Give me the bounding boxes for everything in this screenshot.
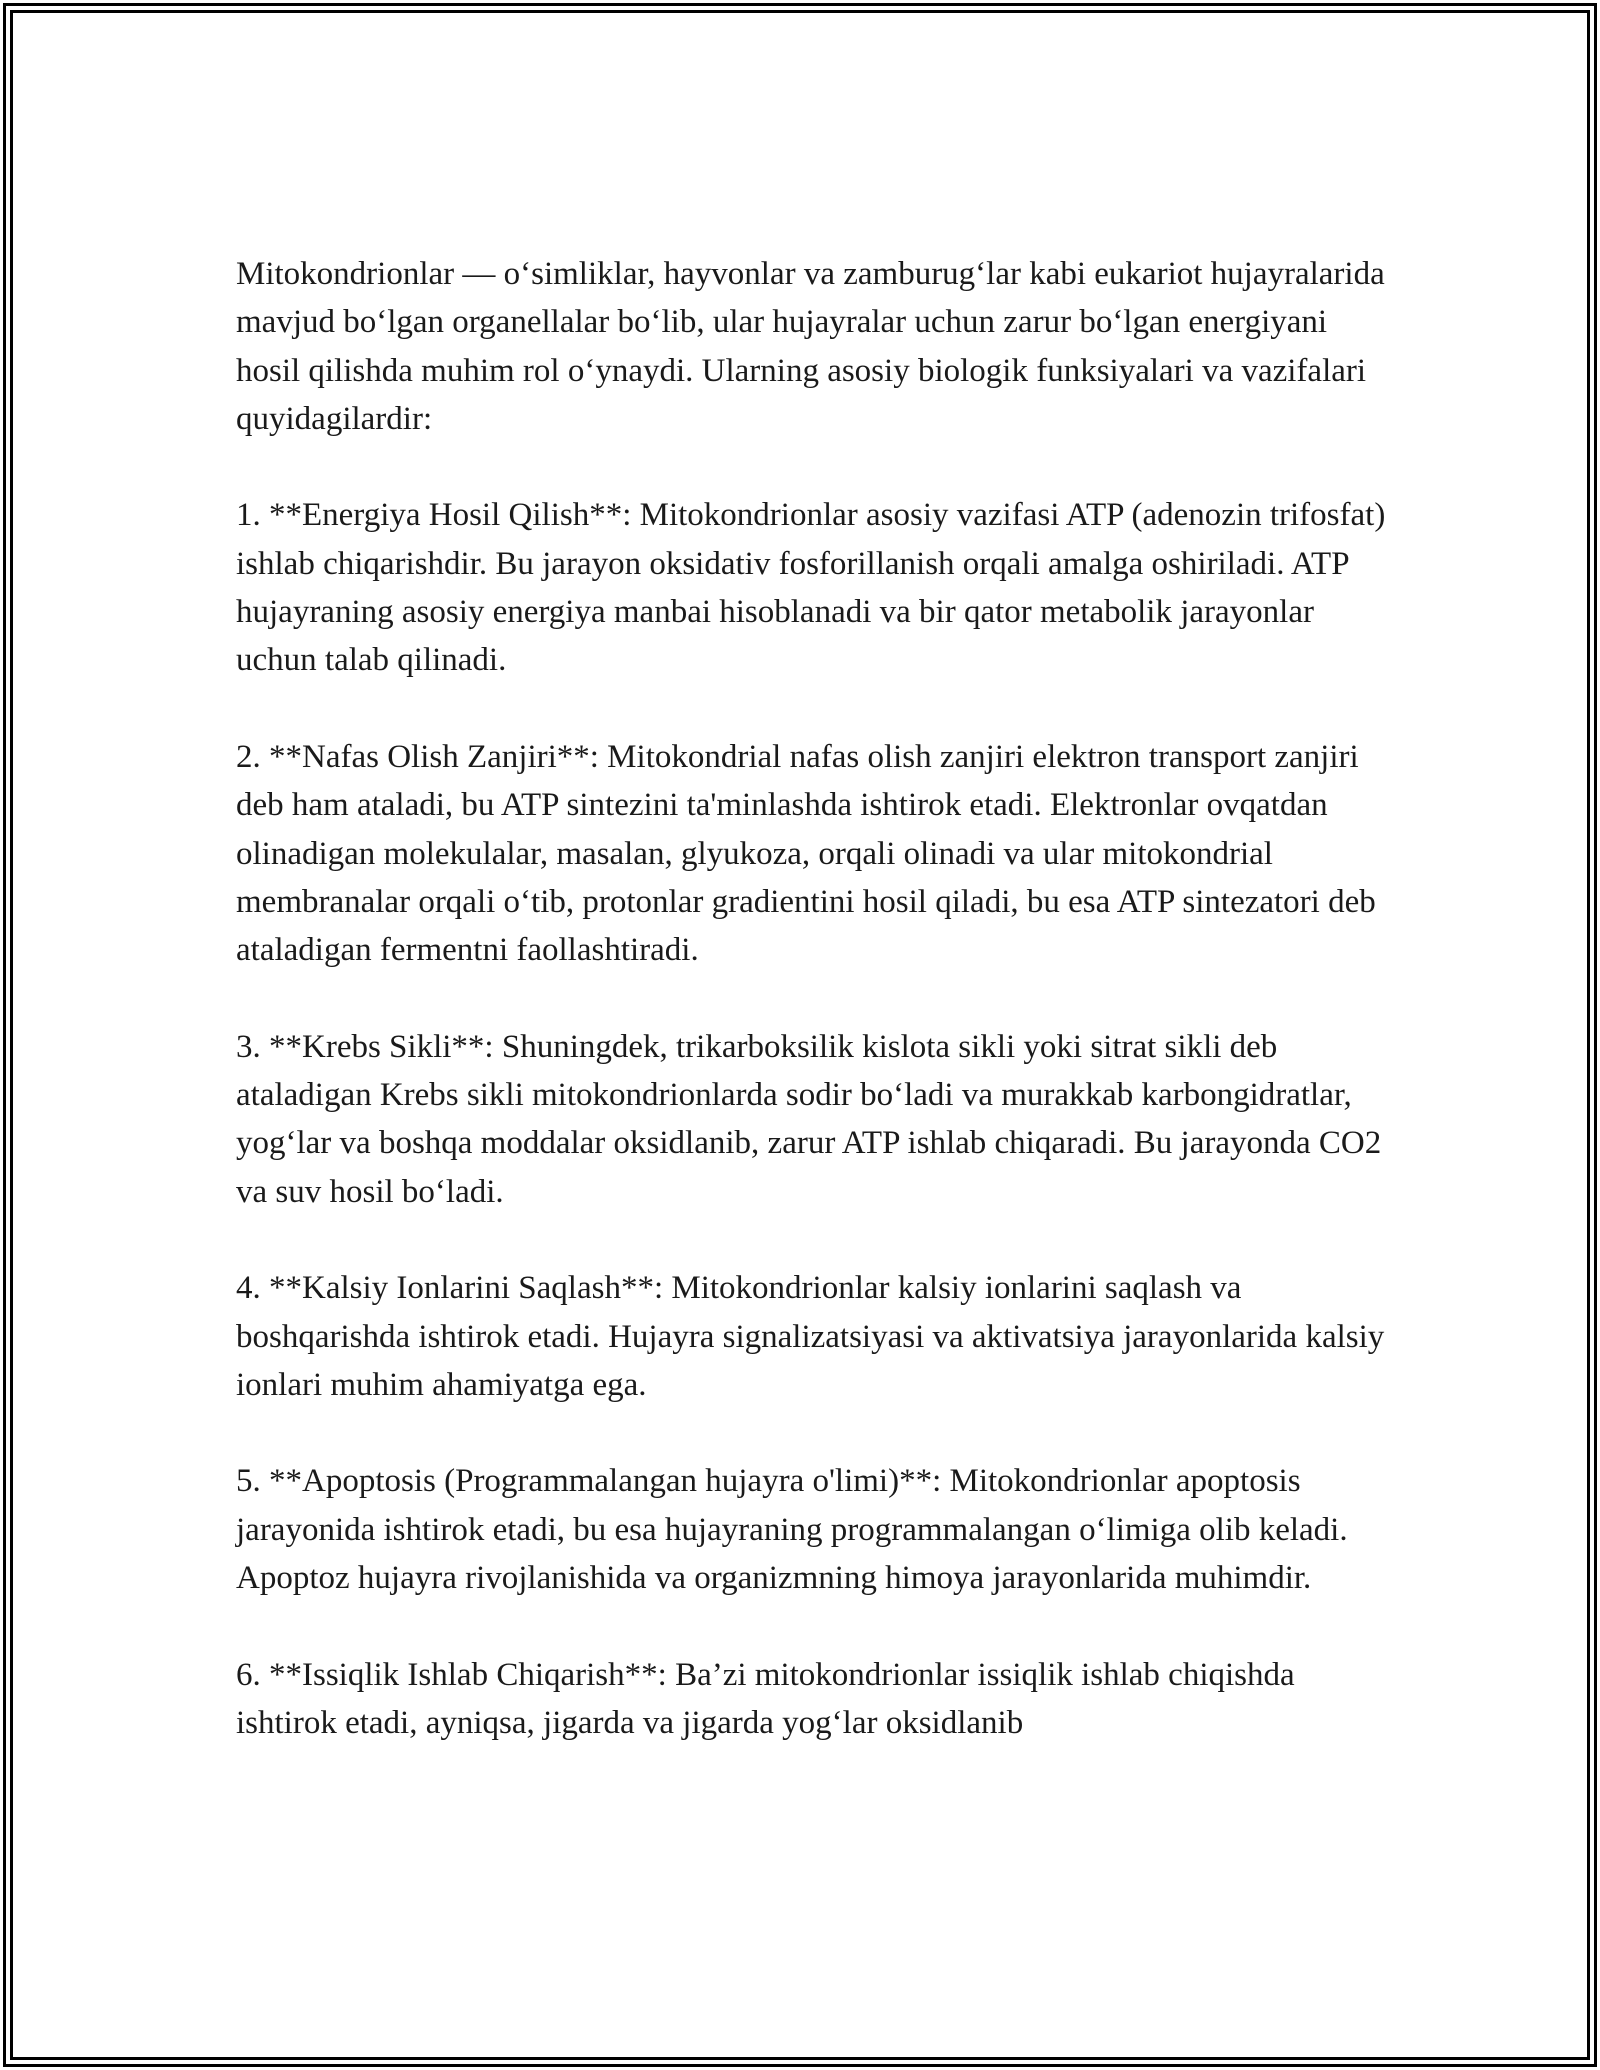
list-item-heat-production: 6. **Issiqlik Ishlab Chiqarish**: Ba’zi mitokondrionlar issiqlik ishlab chiqishda ishtirok etadi, ayniqsa, jigarda va jigarda yog‘lar oksidlanib — [236, 1656, 1295, 1741]
list-item-energy: 1. **Energiya Hosil Qilish**: Mitokondrionlar asosiy vazifasi ATP (adenozin trifosfat) ishlab chiqarishdir. Bu jarayon oksidativ fosforillanish orqali amalga oshiriladi. ATP hujayraning asosiy energiya manbai hisoblanadi va bir qator metabolik jarayonlar uchun talab qilinadi. — [236, 497, 1386, 679]
list-item-krebs-cycle: 3. **Krebs Sikli**: Shuningdek, trikarboksilik kislota sikli yoki sitrat sikli deb ataladigan Krebs sikli mitokondrionlarda sodir bo‘ladi va murakkab karbongidratlar, yog‘lar va boshqa moddalar oksidlanib, zarur ATP ishlab chiqaradi. Bu jarayonda CO2 va suv hosil bo‘ladi. — [236, 1028, 1382, 1210]
list-item-apoptosis: 5. **Apoptosis (Programmalangan hujayra o'limi)**: Mitokondrionlar apoptosis jarayonida ishtirok etadi, bu esa hujayraning programmalangan o‘limiga olib keladi. Apoptoz hujayra rivojlanishida va organizmning himoya jarayonlarida muhimdir. — [236, 1463, 1348, 1597]
document-body — [236, 250, 1386, 1747]
intro-paragraph: Mitokondrionlar — o‘simliklar, hayvonlar va zamburug‘lar kabi eukariot hujayralarida mavjud bo‘lgan organellalar bo‘lib, ular hujayralar uchun zarur bo‘lgan energiyani hosil qilishda muhim rol o‘ynaydi. Ularning asosiy biologik funksiyalari va vazifalari quyidagilardir: — [236, 256, 1385, 437]
list-item-respiratory-chain: 2. **Nafas Olish Zanjiri**: Mitokondrial nafas olish zanjiri elektron transport zanjiri deb ham ataladi, bu ATP sintezini ta'minlashda ishtirok etadi. Elektronlar ovqatdan olinadigan molekulalar, masalan, glyukoza, orqali olinadi va ular mitokondrial membranalar orqali o‘tib, protonlar gradientini hosil qiladi, bu esa ATP sintezatori deb ataladigan fermentni faollashtiradi. — [236, 738, 1376, 969]
list-item-calcium-storage: 4. **Kalsiy Ionlarini Saqlash**: Mitokondrionlar kalsiy ionlarini saqlash va boshqarishda ishtirok etadi. Hujayra signalizatsiyasi va aktivatsiya jarayonlarida kalsiy ionlari muhim ahamiyatga ega. — [236, 1270, 1385, 1403]
